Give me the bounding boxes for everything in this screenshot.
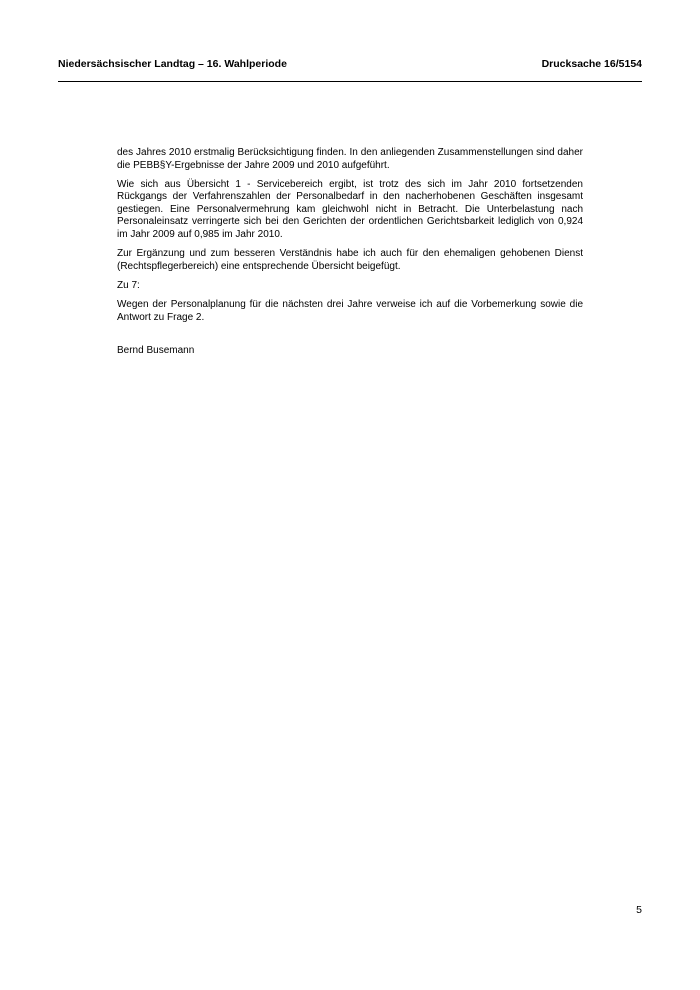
- header-document-number: Drucksache 16/5154: [541, 58, 642, 70]
- paragraph: Zur Ergänzung und zum besseren Verständnis habe ich auch für den ehemaligen gehobenen Dienst (Rechtspflegerbereich) eine entsprechende Übersicht beigefügt.: [117, 248, 583, 272]
- header-parliament-title: Niedersächsischer Landtag – 16. Wahlperiode: [58, 58, 287, 70]
- paragraph: Wie sich aus Übersicht 1 - Servicebereich ergibt, ist trotz des sich im Jahr 2010 fortsetzenden Rückgangs der Verfahrenszahlen der Personalbedarf in den nacherhobenen Geschäften insgesamt gestiegen. Eine Personalvermehrung kam gleichwohl nicht in Betracht. Die Unterbelastung nach Personaleinsatz verringerte sich bei den Gerichten der ordentlichen Gerichtsbarkeit lediglich von 0,924 im Jahr 2009 auf 0,985 im Jahr 2010.: [117, 178, 583, 241]
- document-body: [117, 147, 583, 364]
- paragraph: Wegen der Personalplanung für die nächsten drei Jahre verweise ich auf die Vorbemerkung sowie die Antwort zu Frage 2.: [117, 298, 583, 323]
- signature: Bernd Busemann: [117, 345, 195, 357]
- page-number: 5: [636, 904, 642, 916]
- section-heading: Zu 7:: [117, 279, 140, 291]
- paragraph: des Jahres 2010 erstmalig Berücksichtigung finden. In den anliegenden Zusammenstellungen sind daher die PEBB§Y-Ergebnisse der Jahre 2009 und 2010 aufgeführt.: [117, 147, 583, 171]
- page-header: [58, 58, 642, 82]
